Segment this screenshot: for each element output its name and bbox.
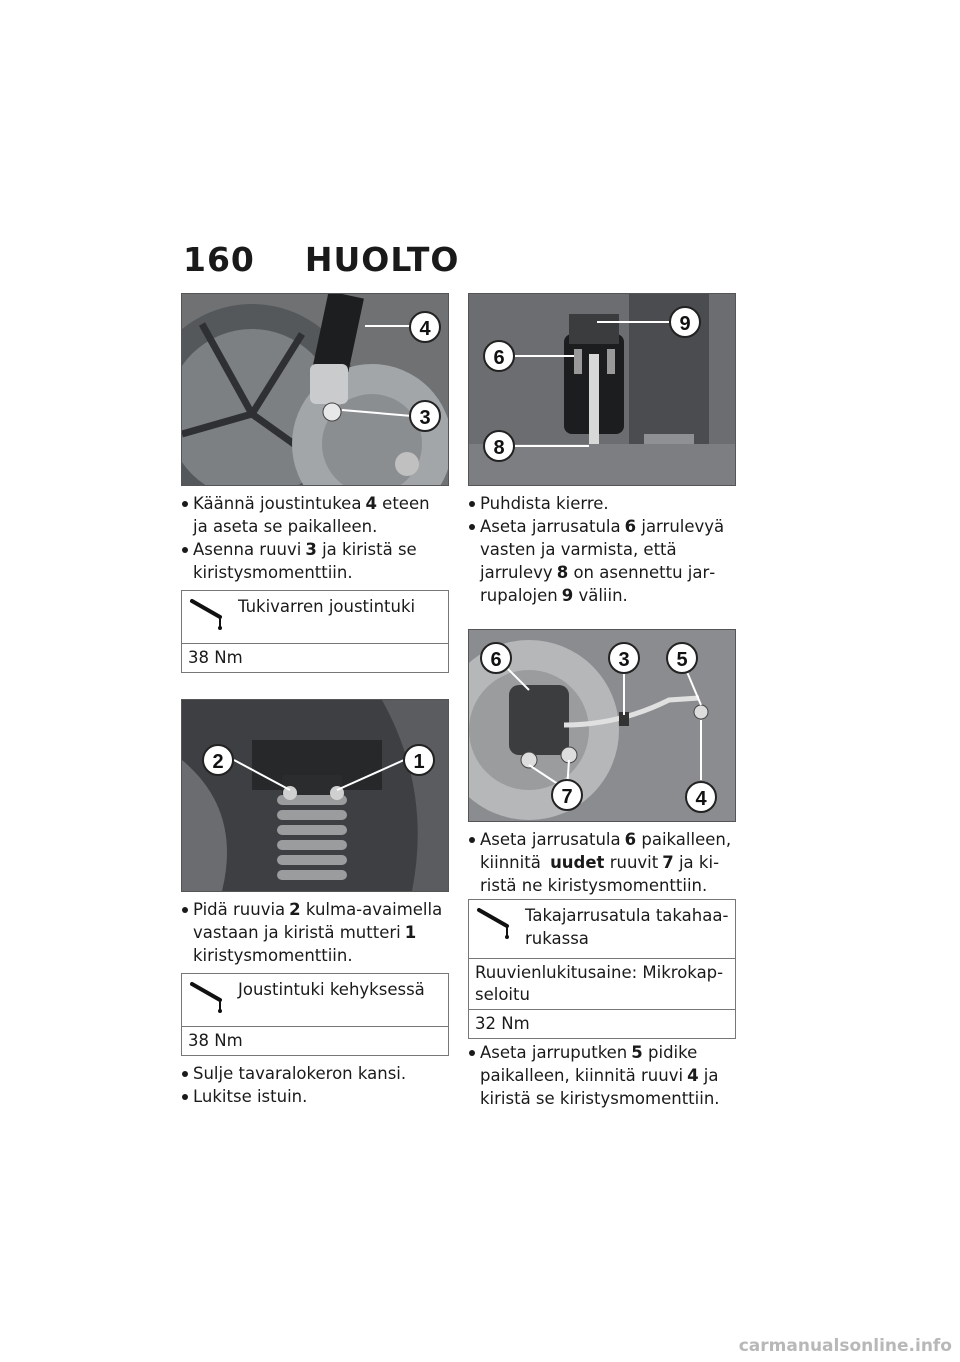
instruction-item: Puhdista kierre.	[468, 492, 736, 515]
callout-6-label: 6	[493, 347, 505, 369]
instruction-item: Aseta jarruputken 5 pidike paikalleen, kiinnitä ruuvi 4 ja kiristä se kiristysmomenttiin.	[468, 1041, 736, 1110]
instruction-list	[468, 828, 736, 897]
left-column	[181, 293, 449, 1108]
torque-spec-title: Joustintuki kehyksessä	[238, 980, 425, 999]
photo-shock-mount-frame	[181, 699, 449, 892]
torque-spec-title: Takajarrusatula takahaarukassa	[525, 906, 729, 948]
instruction-item: Asenna ruuvi 3 ja kiristä se kiristysmomenttiin.	[181, 538, 449, 584]
instruction-item: Pidä ruuvia 2 kulma-avaimella vastaan ja kiristä mutteri 1 kiristysmomenttiin.	[181, 898, 449, 967]
torque-spec-value: 32 Nm	[475, 1014, 530, 1033]
page-header	[183, 240, 460, 279]
instruction-list	[468, 492, 736, 607]
page-number: 160	[183, 240, 255, 279]
instruction-item: Sulje tavaralokeron kansi.	[181, 1062, 449, 1085]
torque-spec-table	[181, 973, 449, 1056]
callout-4-label: 4	[419, 318, 431, 340]
instruction-list	[181, 492, 449, 584]
callout-3-label: 3	[419, 407, 431, 429]
instruction-item: Aseta jarrusatula 6 jarrulevyä vasten ja varmista, että jarrulevy 8 on asennettu jarrupalojen 9 väliin.	[468, 515, 736, 607]
torque-spec-header	[469, 900, 735, 959]
callout-2-label: 2	[212, 751, 224, 773]
torque-spec-locking-agent: Ruuvienlukitusaine: Mikrokapseloitu	[469, 959, 735, 1010]
instruction-list	[181, 898, 449, 967]
callout-7-label: 7	[561, 786, 573, 808]
callout-6-label: 6	[490, 649, 502, 671]
torque-wrench-icon	[475, 904, 525, 940]
torque-spec-header	[182, 974, 448, 1027]
instruction-item: Käännä joustintukea 4 eteen ja aseta se paikalleen.	[181, 492, 449, 538]
torque-spec-table	[468, 899, 736, 1039]
instruction-item: Lukitse istuin.	[181, 1085, 449, 1108]
callout-9-label: 9	[679, 313, 691, 335]
instruction-list	[468, 1041, 736, 1110]
torque-spec-title: Tukivarren joustintuki	[238, 597, 416, 616]
torque-spec-table	[181, 590, 449, 673]
photo-rear-caliper	[468, 629, 736, 822]
callout-5-label: 5	[676, 649, 688, 671]
callout-1-label: 1	[413, 751, 425, 773]
watermark: carmanualsonline.info	[738, 1336, 952, 1356]
torque-spec-value: 38 Nm	[188, 648, 243, 667]
torque-wrench-icon	[188, 595, 238, 631]
callout-4-label: 4	[695, 788, 707, 810]
instruction-list	[181, 1062, 449, 1108]
right-column	[468, 293, 736, 1110]
instruction-item: Aseta jarrusatula 6 paikalleen, kiinnitä uudet ruuvit 7 ja kiristä ne kiristysmomenttiin.	[468, 828, 736, 897]
callout-3-label: 3	[618, 649, 630, 671]
torque-spec-value: 38 Nm	[188, 1031, 243, 1050]
torque-wrench-icon	[188, 978, 238, 1014]
torque-spec-header	[182, 591, 448, 644]
photo-brake-caliper-closeup	[468, 293, 736, 486]
callout-8-label: 8	[493, 437, 505, 459]
photo-shock-mount-front	[181, 293, 449, 486]
section-title: HUOLTO	[304, 240, 460, 279]
